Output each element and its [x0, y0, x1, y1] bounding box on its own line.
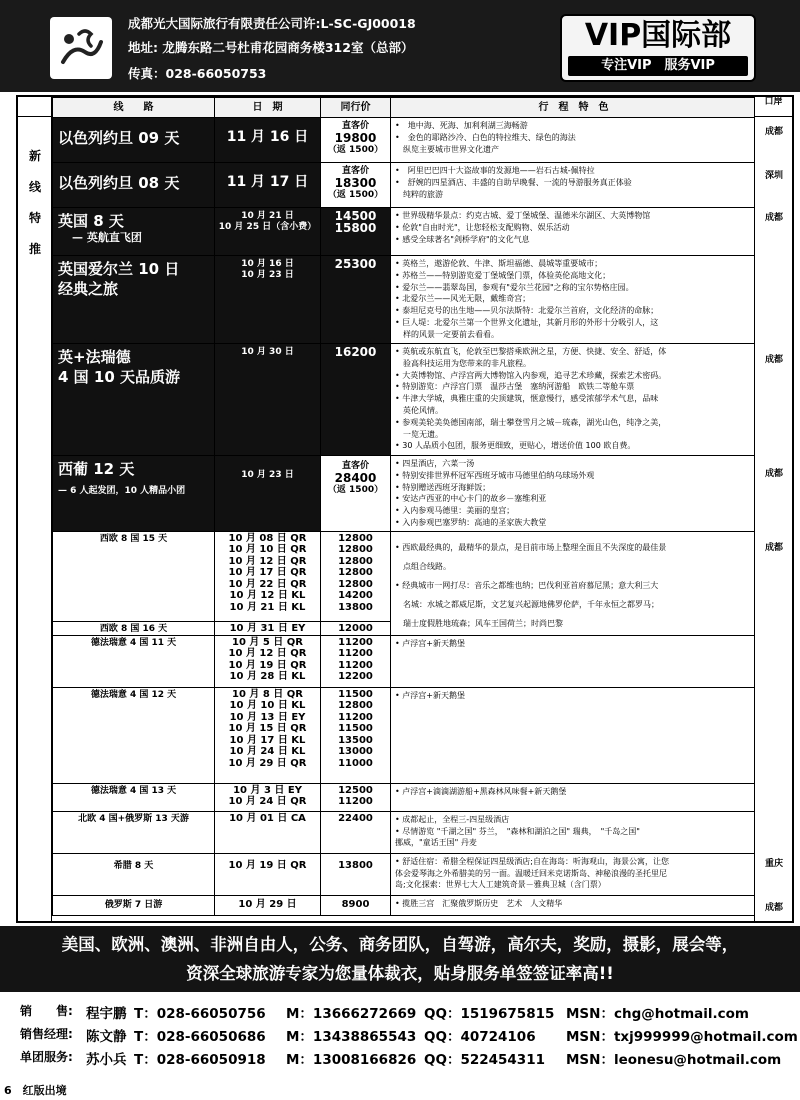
- date-line: 10 月 01 日 CA: [229, 812, 306, 824]
- route-features: [391, 811, 757, 853]
- feature-line: 体会爱琴海之外希腊美的另一面。温暖迁回米克诺斯岛、神秘浪漫的圣托里尼: [395, 868, 667, 878]
- port-chongqing: 重庆: [764, 859, 783, 869]
- feature-line: 样的风景一定要前去看看。: [395, 329, 499, 339]
- west-europe-features: [391, 531, 757, 635]
- route-dates: [215, 853, 321, 895]
- side-label-char: 特: [28, 211, 41, 225]
- price-label: 直客价: [341, 121, 369, 131]
- date-line: 10 月 19 日 QR: [228, 659, 307, 671]
- vip-badge: [560, 14, 756, 82]
- contact-name: 程宇鹏: [86, 1006, 127, 1022]
- page-footer: 6 红版出境: [4, 1084, 67, 1097]
- price-value: 28400: [334, 471, 377, 485]
- route-table-frame: [16, 95, 794, 923]
- route-date: [215, 208, 321, 256]
- price-line: 12800: [338, 700, 373, 712]
- price-line: 13000: [338, 746, 373, 758]
- route-features: [391, 344, 757, 456]
- route-name: 西欧 8 国 15 天: [53, 531, 215, 621]
- route-dates: [215, 687, 321, 783]
- price-line: 12800: [338, 532, 373, 544]
- feature-line: 点组合线路。: [395, 561, 451, 571]
- date-line: 10 月 16 日: [241, 259, 294, 269]
- contact-tel: T：028-66050918: [134, 1052, 266, 1068]
- header-features: 行 程 特 色: [391, 98, 757, 118]
- table-row: [53, 118, 757, 163]
- header-date: 日 期: [215, 98, 321, 118]
- feature-line: • 卢浮宫+新天鹅堡: [395, 690, 465, 700]
- feature-line: • 舒适住宿：希腊全程保证四星级酒店;自在海岛：听海观山，海景公寓，让您: [395, 856, 669, 866]
- route-price: [321, 118, 391, 163]
- side-label-char: 新: [28, 149, 41, 163]
- route-prices: [321, 687, 391, 783]
- feature-line: • 成都起止，全程三-四星级酒店: [395, 814, 510, 824]
- table-row: [53, 163, 757, 208]
- feature-line: 名城：水城之都威尼斯，文艺复兴起源地佛罗伦萨，千年永恒之都罗马；: [395, 599, 659, 609]
- feature-line: • 尽情游览 "千湖之国" 芬兰， "森林和湖泊之国" 瑞典， "千岛之国": [395, 826, 640, 836]
- route-name: 希腊 8 天: [53, 853, 215, 895]
- price-value: 18300: [334, 176, 377, 190]
- promo-banner: [0, 926, 800, 992]
- date-line: 10 月 23 日: [241, 270, 294, 280]
- price-line: 12800: [338, 544, 373, 556]
- date-line: 10 月 5 日 QR: [231, 636, 303, 648]
- feature-line: • 卢浮宫+新天鹅堡: [395, 638, 465, 648]
- price-line: 14200: [338, 590, 373, 602]
- route-prices: [321, 895, 391, 915]
- table-row: [53, 687, 757, 783]
- route-date: [215, 344, 321, 456]
- feature-line: 纯粹的旅游: [395, 189, 443, 199]
- route-dates: [215, 635, 321, 687]
- date-line: 10 月 10 日 KL: [229, 700, 306, 712]
- table-row: [53, 853, 757, 895]
- date-line: 10 月 12 日 QR: [228, 648, 307, 660]
- route-title: 英国 8 天: [58, 212, 124, 230]
- feature-line: • 苏格兰——特别游览爱丁堡城堡门票，体验英伦高地文化；: [395, 270, 611, 280]
- route-date: 11 月 17 日: [215, 163, 321, 208]
- feature-line: • 舒婉的四星酒店、丰盛的自助早晚餐、一流的导游服务真正体验: [395, 177, 632, 187]
- feature-line: • 揽胜三宫 汇聚俄罗斯历史 艺术 人文精华: [395, 898, 563, 908]
- price-line: 11200: [338, 648, 373, 660]
- table-row: [53, 256, 757, 344]
- feature-line: 挪威，"童话王国" 丹麦: [395, 838, 477, 848]
- table-row: [53, 811, 757, 853]
- route-table: [52, 97, 757, 916]
- feature-line: • 伦敦"自由时光"，让您轻松支配购物、娱乐活动: [395, 222, 570, 232]
- price-line: 11500: [338, 688, 373, 700]
- feature-line: • 特别游览：卢浮宫门票 温莎古堡 塞纳河游船 欧铁二等舱车票: [395, 382, 635, 392]
- port-column: [754, 97, 792, 921]
- price-line: 11200: [338, 636, 373, 648]
- date-line: 10 月 24 日 KL: [229, 746, 306, 758]
- contact-role: 销售经理:: [20, 1027, 73, 1041]
- route-name: 俄罗斯 7 日游: [53, 895, 215, 915]
- route-features: [391, 783, 757, 811]
- port-chengdu: 成都: [764, 469, 783, 479]
- route-date: [215, 256, 321, 344]
- feature-line: • 地中海、死海、加利利湖三海畅游: [395, 121, 528, 130]
- contact-list: [0, 998, 800, 1067]
- feature-line: • 英格兰，遨游伦敦、牛津、斯坦福德、晨城等重要城市；: [395, 259, 603, 268]
- feature-line: • 经典城市一网打尽：音乐之都维也纳；巴伐利亚首府慕尼黑；意大利三大: [395, 580, 659, 590]
- contact-qq: QQ：522454311: [424, 1052, 545, 1068]
- contact-qq: QQ：1519675815: [424, 1006, 555, 1022]
- date-line: 10 月 12 日 KL: [229, 590, 306, 602]
- feature-line: • 四星酒店，六菜一汤: [395, 459, 475, 468]
- date-line: 10 月 22 日 QR: [228, 578, 307, 590]
- route-prices: [321, 783, 391, 811]
- vip-title: VIP国际部: [584, 18, 732, 53]
- route-price: [321, 344, 391, 456]
- vip-slogan: 专注VIP 服务VIP: [568, 56, 748, 76]
- price-line: 22400: [338, 812, 373, 824]
- date-line: 10 月 30 日: [241, 347, 294, 357]
- price-value: 25300: [334, 257, 377, 271]
- price-line: 12800: [338, 567, 373, 579]
- route-name: 以色列约旦 09 天: [53, 118, 215, 163]
- date-line: 10 月 24 日 QR: [228, 796, 307, 808]
- price-line: 13800: [338, 859, 373, 871]
- date-line: 10 月 08 日 QR: [228, 532, 307, 544]
- feature-line: 瑞士度假胜地琉森；风车王国荷兰；时尚巴黎: [395, 618, 563, 628]
- contact-name: 陈文静: [86, 1029, 127, 1045]
- route-title: 西葡 12 天: [58, 460, 135, 478]
- port-chengdu: 成都: [764, 903, 783, 913]
- date-line: 10 月 19 日 QR: [228, 859, 307, 871]
- company-logo: [50, 17, 112, 79]
- date-line: 10 月 31 日 EY: [229, 622, 306, 634]
- price-value: 14500: [334, 209, 377, 223]
- page-header: [0, 0, 800, 92]
- feature-line: • 入内参观巴塞罗纳：高迪的圣家族大教堂: [395, 517, 547, 527]
- contact-role: 单团服务:: [20, 1050, 73, 1064]
- route-dates: [215, 531, 321, 621]
- route-name: 德法瑞意 4 国 13 天: [53, 783, 215, 811]
- feature-line: 岛;文化探索：世界七大人工建筑奇景－雅典卫城（含门票）: [395, 880, 606, 890]
- route-name: [53, 456, 215, 532]
- table-row: [53, 895, 757, 915]
- price-line: 12500: [338, 784, 373, 796]
- route-features: [391, 895, 757, 915]
- route-price: [321, 208, 391, 256]
- price-label: 直客价: [341, 166, 369, 176]
- route-prices: [321, 621, 391, 635]
- date-line: 10 月 17 日 KL: [229, 734, 306, 746]
- contact-row: [0, 1021, 800, 1044]
- banner-line-2: 资深全球旅游专家为您量体裁衣，贴身服务单签签证率高!!: [186, 964, 614, 983]
- route-title: 英+法瑞德: [58, 348, 131, 366]
- feature-line: • 大英博物馆、卢浮宫两大博物馆入内参观，追寻艺术珍藏，探索艺术密码。: [395, 370, 667, 380]
- contact-tel: T：028-66050686: [134, 1029, 266, 1045]
- price-note: （返 1500）: [327, 145, 384, 155]
- date-line: 10 月 21 日: [241, 211, 294, 221]
- price-value: 19800: [334, 131, 377, 145]
- side-label-char: 推: [28, 242, 41, 256]
- feature-line: • 感受全球著名"剑桥学府"的文化气息: [395, 234, 530, 244]
- table-row: [53, 783, 757, 811]
- route-name: 北欧 4 国+俄罗斯 13 天游: [53, 811, 215, 853]
- price-value: 16200: [334, 345, 377, 359]
- contact-mobile: M：13008166826: [286, 1052, 417, 1068]
- contact-row: [0, 998, 800, 1021]
- company-fax: 传真：028-66050753: [128, 66, 267, 81]
- route-dates: [215, 895, 321, 915]
- feature-line: • 西欧最经典的，最精华的景点，是目前市场上整理全面且不失深度的最佳景: [395, 542, 667, 552]
- side-label-char: 线: [28, 180, 41, 194]
- route-prices: [321, 635, 391, 687]
- route-dates: [215, 783, 321, 811]
- route-name: 以色列约旦 08 天: [53, 163, 215, 208]
- date-line: 10 月 28 日 KL: [229, 671, 306, 683]
- feature-line: • 巨人堤：北爱尔兰第一个世界文化遗址，其新月形的外形十分吸引人，这: [395, 317, 659, 327]
- left-side-column: [18, 97, 52, 921]
- price-note: （返 1500）: [327, 485, 384, 495]
- date-line: 10 月 3 日 EY: [233, 784, 302, 796]
- feature-line: • 卢浮宫+滴滴湖游船+黑森林风味餐+新天鹅堡: [395, 786, 567, 796]
- price-line: 11200: [338, 711, 373, 723]
- price-line: 11500: [338, 723, 373, 735]
- feature-line: • 金色的耶路沙冷、白色的特拉维夫、绿色的海法: [395, 132, 576, 142]
- date-line: 10 月 17 日 QR: [228, 567, 307, 579]
- route-features: [391, 118, 757, 163]
- company-address: 地址: 龙腾东路二号杜甫花园商务楼312室（总部）: [128, 40, 414, 55]
- contact-msn: MSN：txj999999@hotmail.com: [566, 1029, 798, 1045]
- contact-msn: MSN：leonesu@hotmail.com: [566, 1052, 782, 1068]
- price-line: 8900: [341, 898, 370, 910]
- header-port: 口岸: [755, 97, 792, 117]
- date-line: 10 月 15 日 QR: [228, 723, 307, 735]
- price-line: 13800: [338, 601, 373, 613]
- date-line: 10 月 23 日: [241, 470, 294, 480]
- feature-line: • 特别赠送西班牙海鲜饭；: [395, 482, 491, 492]
- feature-line: • 安达卢西亚的中心卡门的故乡－塞维利亚: [395, 494, 547, 504]
- feature-line: • 英航或东航直飞，伦敦至巴黎搭乘欧洲之星，方便、快捷、安全、舒适，体: [395, 347, 667, 356]
- route-date: [215, 456, 321, 532]
- price-value: 15800: [334, 221, 377, 235]
- date-line: 10 月 13 日 EY: [229, 711, 306, 723]
- feature-line: 英伦风情。: [395, 405, 443, 415]
- feature-line: 纵览主要城市世界文化遗产: [395, 144, 499, 154]
- route-name: 德法瑞意 4 国 12 天: [53, 687, 215, 783]
- contact-row: [0, 1044, 800, 1067]
- table-row: [53, 456, 757, 532]
- price-line: 12200: [338, 671, 373, 683]
- header-price: 同行价: [321, 98, 391, 118]
- contact-name: 苏小兵: [86, 1052, 127, 1068]
- date-line: 10 月 25 日（含小费）: [218, 222, 317, 232]
- route-features: [391, 456, 757, 532]
- route-features: [391, 687, 757, 783]
- feature-line: • 爱尔兰——翡翠岛国，参观有"爱尔兰花园"之称的宝尔势格庄园。: [395, 282, 634, 292]
- route-features: [391, 635, 757, 687]
- feature-line: 一览无遗。: [395, 429, 443, 439]
- price-line: 12800: [338, 578, 373, 590]
- route-price: [321, 163, 391, 208]
- feature-line: • 泰坦尼克号的出生地——贝尔法斯特：北爱尔兰首府，文化经济的命脉；: [395, 306, 659, 316]
- route-date: 11 月 16 日: [215, 118, 321, 163]
- route-subtitle: — 6 人起发团，10 人精品小团: [58, 486, 186, 496]
- table-row: [53, 344, 757, 456]
- price-line: 11000: [338, 757, 373, 769]
- header-route: 线 路: [53, 98, 215, 118]
- route-subtitle: — 英航直飞团: [72, 231, 142, 244]
- route-dates: [215, 621, 321, 635]
- banner-line-1: 美国、欧洲、澳洲、非洲自由人，公务、商务团队，自驾游，高尔夫，奖励，摄影，展会等，: [61, 935, 739, 954]
- route-name: [53, 256, 215, 344]
- port-chengdu: 成都: [764, 355, 783, 365]
- table-row: [53, 635, 757, 687]
- port-chengdu: 成都: [764, 543, 783, 553]
- date-line: 10 月 12 日 QR: [228, 555, 307, 567]
- port-chengdu: 成都: [764, 213, 783, 223]
- contact-tel: T：028-66050756: [134, 1006, 266, 1022]
- route-features: [391, 208, 757, 256]
- price-line: 12800: [338, 555, 373, 567]
- date-line: 10 月 8 日 QR: [231, 688, 303, 700]
- table-row: [53, 208, 757, 256]
- route-name: 德法瑞意 4 国 11 天: [53, 635, 215, 687]
- route-name: 西欧 8 国 16 天: [53, 621, 215, 635]
- route-features: [391, 853, 757, 895]
- price-note: （返 1500）: [327, 190, 384, 200]
- feature-line: • 世界级精华景点：约克古城、爱丁堡城堡、温德米尔湖区、大英博物馆: [395, 211, 651, 220]
- contact-msn: MSN：chg@hotmail.com: [566, 1006, 749, 1022]
- route-price: [321, 456, 391, 532]
- contact-qq: QQ：40724106: [424, 1029, 536, 1045]
- route-prices: [321, 853, 391, 895]
- contact-mobile: M：13438865543: [286, 1029, 417, 1045]
- feature-line: • 北爱尔兰——风光无限，戴维奇宫；: [395, 294, 531, 304]
- contact-mobile: M：13666272669: [286, 1006, 417, 1022]
- route-dates: [215, 811, 321, 853]
- route-title-2: 4 国 10 天品质游: [58, 368, 180, 386]
- feature-line: • 阿里巴巴四十大盗故事的发源地——岩石古城-佩特拉: [395, 166, 595, 175]
- feature-line: 验高科技运用为您带来的非凡旅程。: [395, 358, 531, 368]
- price-label: 直客价: [341, 461, 369, 471]
- feature-line: • 入内参观马德里：美丽的皇宫；: [395, 506, 515, 516]
- route-title-2: 经典之旅: [58, 280, 119, 298]
- date-line: 10 月 21 日 KL: [229, 601, 306, 613]
- port-chengdu: 成都: [764, 127, 783, 137]
- route-features: [391, 256, 757, 344]
- feature-line: • 牛津大学城，典雅庄重的尖顶建筑，惬意慢行，感受浓郁学术气息，品味: [395, 394, 659, 404]
- feature-line: • 参观美轮美奂德国南部，瑞士攀登雪月之城－琉森，湖光山色，纯净之美，: [395, 417, 667, 427]
- price-line: 13500: [338, 734, 373, 746]
- feature-line: • 30 人品质小包团，服务更细致，更贴心，增送价值 100 欧自费。: [395, 441, 636, 451]
- route-prices: [321, 811, 391, 853]
- price-line: 12000: [338, 622, 373, 634]
- table-row: [53, 531, 757, 621]
- route-prices: [321, 531, 391, 621]
- date-line: 10 月 29 日 QR: [228, 757, 307, 769]
- route-name: [53, 344, 215, 456]
- logo-mark-icon: [55, 22, 107, 74]
- table-header-row: [53, 98, 757, 118]
- date-line: 10 月 29 日: [238, 898, 297, 910]
- feature-line: • 特别安排世界杯冠军西班牙城市马德里伯纳乌球场外观: [395, 470, 595, 480]
- date-line: 10 月 10 日 QR: [228, 544, 307, 556]
- port-shenzhen: 深圳: [764, 171, 783, 181]
- contact-role: 销 售:: [20, 1004, 73, 1018]
- route-price: [321, 256, 391, 344]
- route-features: [391, 163, 757, 208]
- price-line: 11200: [338, 796, 373, 808]
- route-title: 英国爱尔兰 10 日: [58, 260, 180, 278]
- route-name: [53, 208, 215, 256]
- price-line: 11200: [338, 659, 373, 671]
- company-name: 成都光大国际旅行有限责任公司许:L-SC-GJ00018: [128, 16, 416, 31]
